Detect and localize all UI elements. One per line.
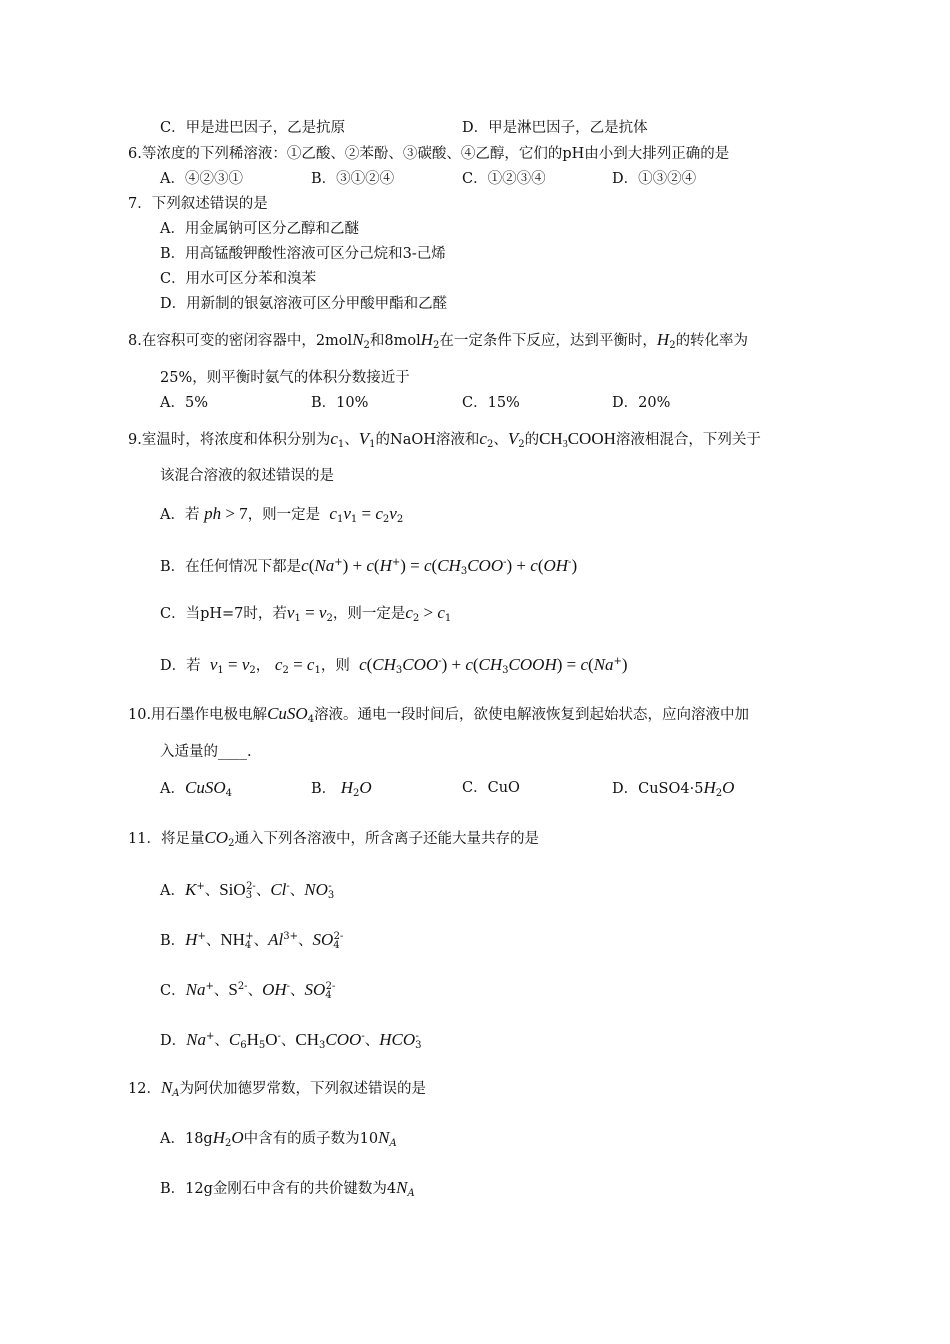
q9-option-c: C．当pH=7时，若$v_1 = v_2$，则一定是$c_2 > c_1$ (160, 603, 452, 624)
q8-stem-line2: 25%，则平衡时氨气的体积分数接近于 (160, 370, 410, 386)
q10-stem-line1: 10.用石墨作电极电解CuSO$_4$溶液。通电一段时间后，欲使电解液恢复到起始状态，应向溶液中加 (128, 704, 750, 725)
q11-option-c: C．Na+、$S^{2-}$、OH-、$SO_4^{2-}$ (160, 980, 336, 1001)
q8-option-c: C．15% (462, 395, 520, 411)
q6-option-b: B．③①②④ (311, 171, 395, 187)
q12-option-a: A．$18gH_2O$中含有的质子数为$10N_A$ (160, 1128, 397, 1149)
q8-option-a: A．5% (160, 395, 208, 411)
q8-stem-line1: 8.在容积可变的密闭容器中，2molN$_2$和8molH$_2$在一定条件下反应，达到平衡时，$H_2$的转化率为 (128, 330, 749, 351)
q7-option-c: C．用水可区分苯和溴苯 (160, 271, 317, 287)
q11-option-d: D．Na+、$C_6H_5O^-$、$CH_3COO^-$、$HCO_3^-$ (160, 1030, 422, 1051)
q10-option-a: A．CuSO$_4$ (160, 778, 232, 799)
q11-stem: 11．将足量$CO_2$通入下列各溶液中，所含离子还能大量共存的是 (128, 828, 539, 849)
q9-option-a: A．若 ph > 7，则一定是 $c_1v_1 = c_2v_2$ (160, 504, 404, 525)
q7-option-b: B．用高锰酸钾酸性溶液可区分己烷和3-己烯 (160, 246, 446, 262)
q6-option-d: D．①③②④ (612, 171, 697, 187)
q10-option-c: C．CuO (462, 780, 520, 796)
q8-option-d: D．20% (612, 395, 671, 411)
q11-option-a: A．K+、SiO$_3^{2-}$、Cl-、$NO_3^-$ (160, 880, 335, 901)
q9-stem-line2: 该混合溶液的叙述错误的是 (160, 468, 334, 484)
q10-option-d: D．$CuSO4\cdot 5H_2O$ (612, 778, 735, 799)
q9-option-d: D．若 $v_1 = v_2$， $c_2 = c_1$，则 $c(CH_3COO^-)$ + $c(CH_3COOH) = c(Na^+)$ (160, 655, 628, 676)
q10-stem-line2: 入适量的____. (160, 744, 252, 760)
q9-stem-line1: 9.室温时，将浓度和体积分别为$c_1$、$V_1$的NaOH溶液和$c_2$、$V_2$的$CH_3COOH$溶液相混合，下列关于 (128, 429, 761, 450)
q7-stem: 7．下列叙述错误的是 (128, 196, 268, 212)
q12-stem: 12．$N_A$为阿伏加德罗常数，下列叙述错误的是 (128, 1078, 427, 1099)
q11-option-b: B．H+、$NH_4^+$、$Al^{3+}$、$SO_4^{2-}$ (160, 930, 344, 951)
q12-option-b: B．12g金刚石中含有的共价键数为$4N_A$ (160, 1178, 415, 1199)
q8-option-b: B．10% (311, 395, 369, 411)
q9-option-b: B．在任何情况下都是$c(Na^+) + c(H^+) = c(CH_3COO^-) + c(OH^-)$ (160, 556, 578, 577)
q7-option-a: A．用金属钠可区分乙醇和乙醚 (160, 221, 359, 237)
q7-option-d: D．用新制的银氨溶液可区分甲酸甲酯和乙醛 (160, 296, 448, 312)
q6-option-c: C．①②③④ (462, 171, 546, 187)
q6-stem: 6.等浓度的下列稀溶液：①乙酸、②苯酚、③碳酸、④乙醇，它们的pH由小到大排列正确的是 (128, 146, 730, 162)
q10-option-b: B． $H_2O$ (311, 778, 372, 799)
q5-option-d: D．甲是淋巴因子，乙是抗体 (462, 120, 648, 136)
q5-option-c: C．甲是进巴因子，乙是抗原 (160, 120, 346, 136)
q6-option-a: A．④②③① (160, 171, 243, 187)
